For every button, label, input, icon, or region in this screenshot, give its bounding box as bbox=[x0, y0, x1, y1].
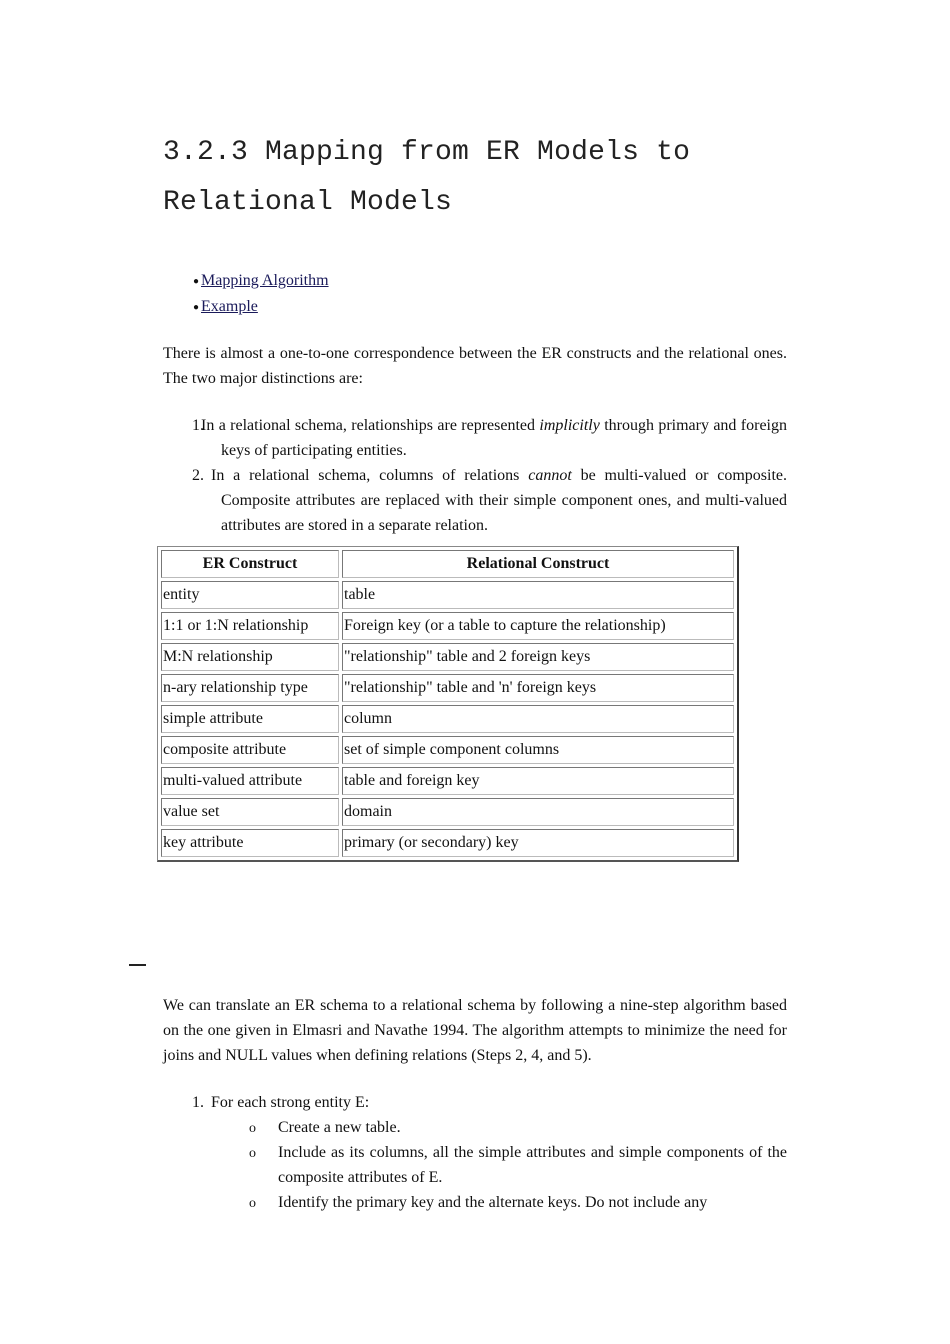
intro-paragraph: There is almost a one-to-one correspondence between the ER constructs and the relational ones. The two major distinctions are: bbox=[163, 345, 787, 387]
sub-item-text: Identify the primary key and the alternate keys. Do not include any bbox=[278, 1194, 708, 1211]
sub-list-item bbox=[163, 1115, 787, 1140]
table-row bbox=[161, 705, 734, 733]
table-cell: "relationship" table and 2 foreign keys bbox=[342, 643, 734, 671]
list-text: In a relational schema, columns of relations cannot be multi-valued or composite. Composite attributes are replaced with their simple component ones, and multi-valued attributes are stored in a separate relation. bbox=[211, 467, 788, 534]
table-row bbox=[161, 674, 734, 702]
table-cell: simple attribute bbox=[161, 705, 339, 733]
table-cell: set of simple component columns bbox=[342, 736, 734, 764]
circle-bullet-icon: o bbox=[249, 1196, 256, 1211]
table-cell: table and foreign key bbox=[342, 767, 734, 795]
emphasis: cannot bbox=[528, 467, 572, 484]
toc-link-example[interactable]: Example bbox=[201, 298, 258, 315]
table-row bbox=[161, 736, 734, 764]
table-row bbox=[161, 767, 734, 795]
sub-item-text: Include as its columns, all the simple attributes and simple components of the composite attributes of E. bbox=[278, 1144, 787, 1186]
table-cell: "relationship" table and 'n' foreign keys bbox=[342, 674, 734, 702]
bullet-icon: ● bbox=[193, 302, 200, 313]
table-cell: n-ary relationship type bbox=[161, 674, 339, 702]
table-cell: column bbox=[342, 705, 734, 733]
table-row bbox=[161, 581, 734, 609]
table-cell: key attribute bbox=[161, 829, 339, 857]
list-number: 1. bbox=[192, 417, 204, 434]
table-cell: entity bbox=[161, 581, 339, 609]
distinctions-list bbox=[163, 413, 787, 538]
list-item bbox=[163, 1090, 787, 1115]
toc-item bbox=[193, 294, 787, 320]
sub-list-item bbox=[163, 1140, 787, 1190]
document-body bbox=[163, 128, 787, 538]
table-cell: Foreign key (or a table to capture the relationship) bbox=[342, 612, 734, 640]
list-item bbox=[163, 463, 787, 538]
table-cell: value set bbox=[161, 798, 339, 826]
table-row bbox=[161, 829, 734, 857]
algorithm-steps bbox=[163, 1090, 787, 1215]
list-item bbox=[163, 413, 787, 463]
toc-item bbox=[193, 268, 787, 294]
algorithm-intro: We can translate an ER schema to a relational schema by following a nine-step algorithm based on the one given in Elmasri and Navathe 1994. The algorithm attempts to minimize the need for joins and NULL values when defining relations (Steps 2, 4, and 5). bbox=[163, 997, 787, 1064]
toc-link-mapping-algorithm[interactable]: Mapping Algorithm bbox=[201, 272, 329, 289]
sub-list-item bbox=[163, 1190, 787, 1215]
column-header: Relational Construct bbox=[342, 550, 734, 578]
table-header-row bbox=[161, 550, 734, 578]
circle-bullet-icon: o bbox=[249, 1146, 256, 1161]
list-number: 2. bbox=[192, 467, 204, 484]
column-header: ER Construct bbox=[161, 550, 339, 578]
table-row bbox=[161, 798, 734, 826]
table-cell: composite attribute bbox=[161, 736, 339, 764]
table-cell: multi-valued attribute bbox=[161, 767, 339, 795]
step-label: For each strong entity E: bbox=[211, 1094, 370, 1111]
table-cell: primary (or secondary) key bbox=[342, 829, 734, 857]
table-row bbox=[161, 612, 734, 640]
algorithm-section bbox=[163, 993, 787, 1215]
sub-item-text: Create a new table. bbox=[278, 1119, 401, 1136]
table-cell: 1:1 or 1:N relationship bbox=[161, 612, 339, 640]
table-cell: table bbox=[342, 581, 734, 609]
table-cell: M:N relationship bbox=[161, 643, 339, 671]
emphasis: implicitly bbox=[539, 417, 600, 434]
circle-bullet-icon: o bbox=[249, 1121, 256, 1136]
table-row bbox=[161, 643, 734, 671]
list-text: In a relational schema, relationships are represented implicitly through primary and foreign keys of participating entities. bbox=[201, 417, 787, 459]
bullet-icon: ● bbox=[193, 276, 200, 287]
table-cell: domain bbox=[342, 798, 734, 826]
mapping-table bbox=[157, 546, 739, 862]
table-of-contents bbox=[193, 268, 787, 320]
page-title: 3.2.3 Mapping from ER Models to Relational Models bbox=[163, 137, 691, 218]
list-number: 1. bbox=[192, 1094, 204, 1111]
section-divider bbox=[129, 964, 146, 966]
